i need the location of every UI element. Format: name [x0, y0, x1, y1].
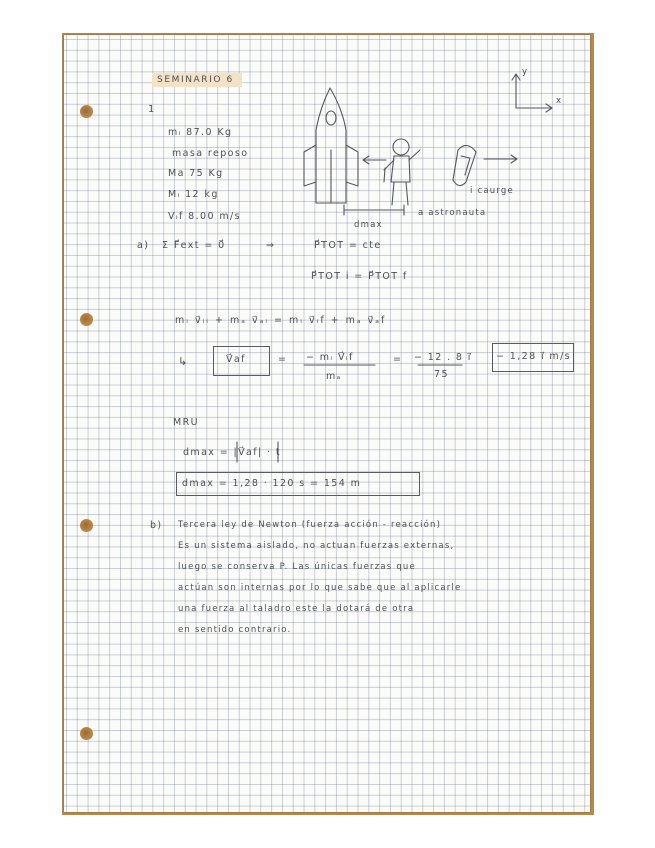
result-eq1-num: − mᵢ V⃗ᵢf [306, 352, 354, 363]
axis-x-label: x [556, 96, 563, 106]
data-state-child: masa reposo [172, 148, 249, 159]
astronaut-icon [384, 139, 420, 205]
arrow-left-icon [363, 156, 386, 164]
part-b-line-1: Tercera ley de Newton (fuerza acción - reacción) [178, 520, 442, 530]
data-velocity-tool: Vᵢf 8.00 m/s [168, 211, 241, 222]
axis-y-label: y [522, 67, 529, 77]
data-mass-astronaut: Ma 75 Kg [168, 168, 224, 179]
arrow-right-icon [484, 155, 517, 163]
result-final: − 1,28 i⃗ m/s [496, 351, 572, 362]
page-title: SEMINARIO 6 [157, 75, 234, 85]
axes-icon [512, 74, 552, 112]
momentum-equation: mᵢ v⃗ᵢᵢ + mₐ v⃗ₐᵢ = mᵢ v⃗ᵢf + mₐ v⃗ₐf [175, 315, 387, 326]
part-b-line-5: una fuerza al taladro este la dotará de otra [178, 604, 415, 614]
equals-2: = [393, 354, 403, 365]
sum-forces: Σ F⃗ext = 0⃗ [162, 240, 226, 251]
result-eq1-den: mₐ [326, 371, 342, 382]
problem-number: 1 [148, 104, 156, 115]
result-lhs: V⃗af [226, 354, 246, 365]
tool-icon [453, 145, 476, 185]
part-b-line-4: actúan son internas por lo que sabe que al aplicarle [178, 583, 462, 593]
momentum-equal: P⃗TOT i = P⃗TOT f [311, 271, 408, 282]
data-mass-tool: Mᵢ 12 kg [168, 189, 219, 200]
momentum-const: P⃗TOT = cte [314, 240, 382, 251]
diagram-label-tool: i caurge [470, 186, 514, 196]
diagram-label-astronaut: a astronauta [418, 208, 487, 218]
part-b-line-3: luego se conserva P. Las únicas fuerzas que [178, 562, 416, 572]
implies-arrow: ⇒ [266, 240, 276, 251]
dmax-result: dmax = 1,28 · 120 s = 154 m [182, 478, 362, 489]
result-eq2-num: − 12 . 8 i⃗ [414, 352, 472, 363]
mru-label: MRU [173, 417, 199, 428]
rocket-icon [304, 88, 358, 203]
part-b-line-6: en sentido contrario. [178, 625, 292, 635]
equals-1: = [278, 354, 288, 365]
diagram-label-dmax: dmax [354, 220, 383, 230]
dmax-formula: dmax = |V⃗af| · t [183, 447, 281, 458]
data-mass-child: mᵢ 87.0 Kg [168, 127, 233, 138]
part-a-label: a) [137, 240, 150, 251]
part-b-label: b) [150, 520, 163, 531]
result-eq2-den: 75 [434, 369, 449, 380]
part-b-line-2: Es un sistema aislado, no actuan fuerzas externas, [178, 541, 455, 551]
dmax-dimension-icon [344, 205, 404, 215]
result-arrow: ↳ [178, 355, 189, 368]
